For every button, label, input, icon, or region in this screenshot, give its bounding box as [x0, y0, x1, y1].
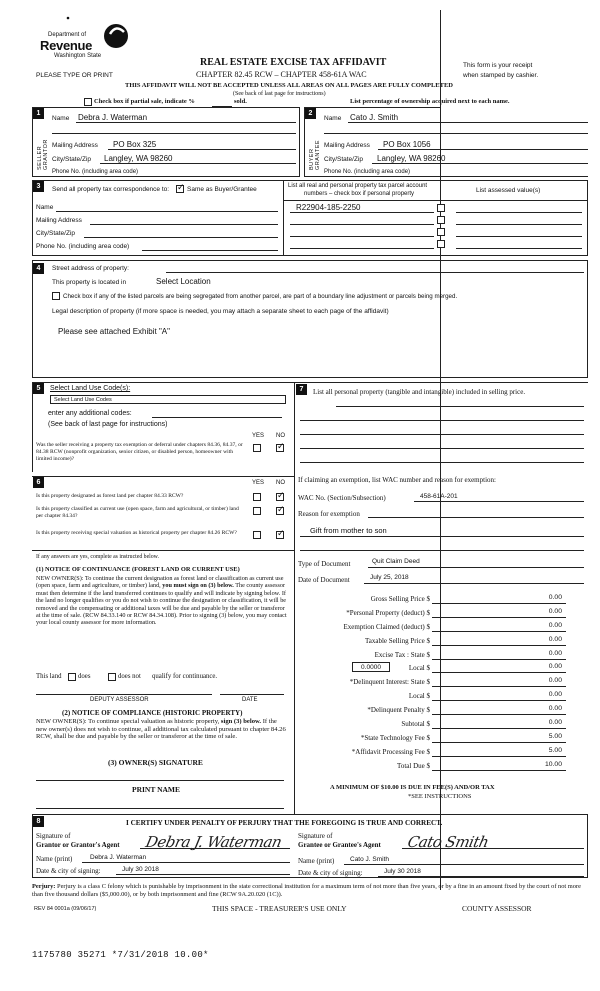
additional-codes-label: enter any additional codes: — [48, 410, 132, 417]
tax-row-personal-value[interactable]: 0.00 — [548, 608, 562, 615]
tax-row-total-label: Total Due $ — [397, 762, 430, 770]
assessed-header: List assessed value(s) — [476, 187, 541, 194]
tax-row-exemption-value[interactable]: 0.00 — [548, 622, 562, 629]
parcel-header-rule — [283, 200, 588, 201]
tax-row-subtotal-label: Subtotal $ — [401, 720, 430, 728]
seller-city-value[interactable]: Langley, WA 98260 — [104, 154, 173, 163]
tax-row-gross-line — [432, 603, 566, 604]
grantee-name-label: Name (print) — [298, 857, 335, 865]
parcel-3-personal-checkbox[interactable] — [437, 228, 445, 236]
s6-current-use-question: Is this property classified as current use (open space, farm and agricultural, or timber) land per chapter 84.34? — [36, 506, 239, 519]
section-3-divider — [283, 180, 284, 256]
certify-statement: I CERTIFY UNDER PENALTY OF PERJURY THAT THE FOREGOING IS TRUE AND CORRECT. — [126, 819, 443, 827]
tax-row-personal-line — [432, 617, 566, 618]
seller-phone-line — [140, 176, 296, 177]
s6-current-use-yes[interactable] — [253, 507, 261, 515]
section-6-top — [32, 476, 294, 477]
print-name-line — [36, 808, 284, 809]
owner-signature-line — [36, 780, 284, 781]
seller-city-label: City/State/Zip — [52, 156, 92, 163]
segregated-checkbox[interactable] — [52, 292, 60, 300]
buyer-mailing-value[interactable]: PO Box 1056 — [383, 140, 431, 149]
additional-codes-line — [152, 417, 282, 418]
assessed-line-1 — [456, 212, 582, 213]
min-fee-note: A MINIMUM OF $10.00 IS DUE IN FEE(S) AND/OR TAX — [330, 784, 495, 791]
doc-date-line — [364, 583, 584, 584]
deputy-date-line — [220, 694, 284, 695]
personal-property-line — [336, 406, 584, 407]
tax-row-interest-local-value[interactable]: 0.00 — [548, 691, 562, 698]
deputy-line — [36, 694, 212, 695]
buyer-mailing-line — [378, 149, 588, 150]
land-does-not-checkbox[interactable] — [108, 673, 116, 681]
s6-historic-question: Is this property receiving special valuation as historical property per chapter 84.26 RCW? — [36, 530, 237, 536]
notice-2-body-b: If the new owner(s) does not wish to continue, all additional tax calculated pursuant to chapter 84.26 RCW, shall be due and payable by the seller or transferor at the time of sale. — [36, 718, 286, 741]
assessed-line-2 — [456, 224, 582, 225]
wac-line — [414, 501, 584, 502]
tax-row-exemption-label: Exemption Claimed (deduct) $ — [343, 623, 430, 631]
doc-type-value[interactable]: Quit Claim Deed — [372, 558, 420, 565]
logo-washington: Washington State — [54, 53, 102, 59]
parcel-header-1: List all real and personal property tax parcel account — [288, 183, 428, 189]
grantor-date-label: Date & city of signing: — [36, 867, 101, 875]
type-or-print-note: PLEASE TYPE OR PRINT — [36, 72, 113, 79]
grantee-name-line — [344, 864, 584, 865]
s6-no-header: NO — [276, 480, 285, 486]
form-chapter: CHAPTER 82.45 RCW – CHAPTER 458-61A WAC — [196, 70, 367, 79]
seller-phone-label: Phone No. (including area code) — [52, 169, 139, 175]
deputy-date-label: DATE — [242, 697, 258, 703]
personal-property-line-2 — [300, 420, 584, 421]
s3-phone-label: Phone No. (including area code) — [36, 243, 130, 250]
section-2-badge: 2 — [305, 108, 316, 119]
notice-2-body — [36, 718, 288, 741]
tax-row-tech-fee-line — [432, 742, 566, 743]
notice-1-title: (1) NOTICE OF CONTINUANCE (FOREST LAND OR CURRENT USE) — [36, 566, 240, 573]
s6-questions-rule — [32, 550, 294, 551]
partial-sale-checkbox[interactable] — [84, 98, 92, 106]
reason-value[interactable]: Gift from mother to son — [310, 526, 387, 535]
buyer-name-line — [348, 122, 588, 123]
assessed-line-4 — [456, 248, 582, 249]
s5-exemption-question: Was the seller receiving a property tax exemption or deferral under chapters 84.36, 84.37, or 84.38 RCW (nonprofit organization, senior citizen, or disabled person, homeowner with limited income)? — [36, 442, 243, 462]
wac-value[interactable]: 458-61A-201 — [420, 493, 458, 500]
recording-stamp: 1175780 35271 *7/31/2018 10.00* — [32, 950, 209, 960]
s6-historic-yes[interactable] — [253, 531, 261, 539]
tax-row-interest-local-label: Local $ — [408, 692, 430, 700]
grantor-date-value[interactable]: July 30 2018 — [122, 866, 159, 873]
tax-row-total-value[interactable]: 10.00 — [544, 761, 562, 768]
section-1-badge: 1 — [33, 108, 44, 119]
tax-row-gross-value[interactable]: 0.00 — [548, 594, 562, 601]
send-correspondence-label: Send all property tax correspondence to: — [52, 186, 170, 193]
section-7-top — [294, 382, 588, 383]
tax-row-gross-label: Gross Selling Price $ — [370, 595, 430, 603]
seller-side-label: SELLER GRANTOR — [37, 139, 49, 170]
tax-row-exemption-line — [432, 631, 566, 632]
warning-line: THIS AFFIDAVIT WILL NOT BE ACCEPTED UNLESS ALL AREAS ON ALL PAGES ARE FULLY COMPLETED — [125, 82, 453, 89]
grantee-date-line — [378, 876, 584, 877]
form-title: REAL ESTATE EXCISE TAX AFFIDAVIT — [200, 57, 387, 68]
tax-row-subtotal-value[interactable]: 0.00 — [548, 719, 562, 726]
tax-row-total-line — [432, 770, 566, 771]
reason-line — [368, 517, 584, 518]
county-assessor-note: COUNTY ASSESSOR — [462, 904, 532, 913]
tax-row-excise-local-line — [432, 672, 566, 673]
section-7-badge: 7 — [296, 384, 307, 395]
parcel-line-3 — [290, 236, 434, 237]
seller-city-line — [100, 163, 296, 164]
legal-description-label: Legal description of property (if more space is needed, you may attach a separate sheet to each page of the affidavit) — [52, 308, 389, 315]
land-use-select[interactable] — [50, 395, 286, 404]
land-use-select-value: Select Land Use Codes — [54, 397, 112, 403]
buyer-phone-line — [412, 176, 588, 177]
reason-line-3 — [300, 550, 584, 551]
located-label: This property is located in — [52, 279, 127, 286]
s6-current-use-no[interactable] — [276, 507, 284, 515]
section-5-badge: 5 — [33, 383, 44, 394]
sold-label: sold. — [234, 98, 247, 105]
section-6-badge: 6 — [33, 477, 44, 488]
s5-yes-header: YES — [252, 433, 265, 439]
wac-label: WAC No. (Section/Subsection) — [298, 494, 386, 502]
notice-1-body-b: The county assessor must then determine if the land transferred continues to qualify and will indicate by signing below. If the land no longer qualifies or you do not wish to continue the designation or classification, it will be removed and the compensating or additional taxes will be due and payable by the seller or transferor at the time of sale. (RCW 84.33.140 or RCW 84.34.108). Prior to signing (3) below, you may contact your local county assessor for more information. — [36, 582, 287, 627]
section-8-badge: 8 — [33, 816, 44, 827]
print-name-label: PRINT NAME — [132, 785, 180, 794]
grantor-name-line — [82, 862, 290, 863]
tax-row-taxable-value[interactable]: 0.00 — [548, 636, 562, 643]
seller-mailing-label: Mailing Address — [52, 142, 98, 149]
s5-exemption-yes[interactable] — [253, 444, 261, 452]
buyer-phone-label: Phone No. (including area code) — [324, 169, 411, 175]
section-4-property — [32, 260, 588, 378]
personal-property-line-4 — [300, 448, 584, 449]
same-as-buyer-checkbox[interactable] — [176, 185, 184, 193]
exemption-claim-label: If claiming an exemption, list WAC number and reason for exemption: — [298, 476, 496, 484]
seller-name-line — [76, 122, 296, 123]
buyer-name-line-2 — [324, 133, 588, 134]
notice-2-title: (2) NOTICE OF COMPLIANCE (HISTORIC PROPERTY) — [62, 709, 243, 717]
doc-date-label: Date of Document — [298, 576, 350, 584]
s3-phone-line — [142, 250, 278, 251]
grantee-name-value[interactable]: Cato J. Smith — [350, 856, 390, 863]
s3-mailing-line — [90, 224, 278, 225]
s3-mailing-label: Mailing Address — [36, 217, 82, 224]
grantee-date-label: Date & city of signing: — [298, 869, 363, 877]
seller-mailing-value[interactable]: PO Box 325 — [113, 140, 157, 149]
tax-row-processing-fee-value[interactable]: 5.00 — [548, 747, 562, 754]
perjury-text: Perjury is a class C felony which is punishable by imprisonment in the state correctional institution for a maximum term of not more than five years, or by a fine in an amount fixed by the court of not more than five thousand dollars ($5,000.00), or by both imprisonment and fine (RCW 9A.20.020 (1C)). — [32, 883, 581, 898]
tax-row-excise-local-value[interactable]: 0.00 — [548, 663, 562, 670]
tax-row-interest-state-value[interactable]: 0.00 — [548, 677, 562, 684]
legal-description-value[interactable]: Please see attached Exhibit "A" — [58, 327, 170, 336]
s5-exemption-no[interactable] — [276, 444, 284, 452]
min-fee-instructions: *SEE INSTRUCTIONS — [408, 793, 472, 800]
tax-row-processing-fee-label: *Affidavit Processing Fee $ — [351, 748, 430, 756]
segregated-label: Check box if any of the listed parcels are being segregated from another parcel, are part of a boundary line adjustment or parcels being merged. — [63, 293, 458, 300]
treasurer-use-note: THIS SPACE - TREASURER'S USE ONLY — [212, 904, 347, 913]
tax-row-excise-local-label: Local $ — [408, 664, 430, 672]
parcel-2-personal-checkbox[interactable] — [437, 216, 445, 224]
local-rate-box[interactable] — [352, 662, 390, 672]
section-7-left-rule — [294, 382, 295, 814]
reason-label: Reason for exemption — [298, 510, 360, 518]
doc-type-label: Type of Document — [298, 560, 351, 568]
dor-logo — [40, 12, 130, 62]
tax-row-personal-label: *Personal Property (deduct) $ — [346, 609, 430, 617]
tax-row-processing-fee-line — [432, 756, 566, 757]
logo-revenue: Revenue — [40, 38, 93, 53]
s5-no-header: NO — [276, 433, 285, 439]
land-does-not-label: does not — [118, 673, 141, 680]
location-select[interactable]: Select Location — [156, 277, 211, 286]
parcel-1-personal-checkbox[interactable] — [437, 204, 445, 212]
receipt-note-2: when stamped by cashier. — [463, 72, 539, 79]
land-does-label: does — [78, 673, 91, 680]
same-as-buyer-label: Same as Buyer/Grantee — [187, 186, 257, 193]
notice-1-bold: you must sign on (3) below. — [162, 582, 234, 590]
personal-property-label: List all personal property (tangible and intangible) included in selling price. — [313, 388, 526, 396]
logo-dept-of: Department of — [48, 32, 87, 38]
reason-line-2 — [300, 536, 584, 537]
tax-row-interest-state-line — [432, 686, 566, 687]
local-rate-value: 0.0000 — [361, 664, 381, 671]
personal-property-line-5 — [300, 462, 584, 463]
grantee-date-value[interactable]: July 30 2018 — [384, 868, 421, 875]
parcel-line-1 — [290, 212, 434, 213]
grantor-name-label: Name (print) — [36, 855, 73, 863]
grantee-sig-label-2: Grantee or Grantee's Agent — [298, 841, 381, 849]
perjury-note — [32, 883, 588, 899]
s6-yes-header: YES — [252, 480, 265, 486]
s3-name-line — [56, 211, 278, 212]
s6-if-yes: If any answers are yes, complete as instructed below. — [36, 554, 159, 560]
doc-type-line — [368, 567, 584, 568]
s3-city-label: City/State/Zip — [36, 230, 76, 237]
land-use-label: Select Land Use Code(s): — [50, 385, 131, 392]
notice-2-bold: sign (3) below. — [220, 718, 262, 725]
tax-row-tech-fee-value[interactable]: 5.00 — [548, 733, 562, 740]
parcel-header-2: numbers – check box if personal property — [304, 191, 415, 197]
tax-row-excise-state-value[interactable]: 0.00 — [548, 650, 562, 657]
see-back-note: (See back of last page for instructions) — [233, 91, 326, 97]
tax-row-penalty-value[interactable]: 0.00 — [548, 705, 562, 712]
grantor-signature: Debra J. Waterman — [144, 833, 284, 851]
seller-name-value[interactable]: Debra J. Waterman — [78, 113, 148, 122]
tax-row-interest-state-label: *Delinquent Interest: State $ — [349, 678, 430, 686]
tax-row-taxable-line — [432, 645, 566, 646]
buyer-side-label: BUYER GRANTEE — [309, 139, 321, 170]
s6-forest-yes[interactable] — [253, 493, 261, 501]
grantee-sig-label-1: Signature of — [298, 832, 333, 840]
seller-name-line-2 — [52, 133, 296, 134]
tax-row-tech-fee-label: *State Technology Fee $ — [360, 734, 430, 742]
section-4-badge: 4 — [33, 263, 44, 274]
tax-row-penalty-label: *Delinquent Penalty $ — [367, 706, 430, 714]
buyer-city-label: City/State/Zip — [324, 156, 364, 163]
grantee-signature: Cato Smith — [406, 833, 491, 851]
grantor-name-value[interactable]: Debra J. Waterman — [90, 854, 147, 861]
buyer-name-label: Name — [324, 115, 342, 122]
receipt-note-1: This form is your receipt — [463, 62, 533, 69]
notice-1-body — [36, 575, 288, 627]
s6-historic-no[interactable] — [276, 531, 284, 539]
owner-signature-label: (3) OWNER(S) SIGNATURE — [108, 758, 203, 767]
grantor-sig-label-2: Grantor or Grantor's Agent — [36, 841, 120, 849]
parcel-line-2 — [290, 224, 434, 225]
partial-sale-label: Check box if partial sale, indicate % — [94, 98, 195, 105]
seller-mailing-line — [108, 149, 296, 150]
perjury-label: Perjury: — [32, 883, 56, 890]
buyer-name-value[interactable]: Cato J. Smith — [350, 113, 399, 122]
section-3-badge: 3 — [33, 181, 44, 192]
assessed-line-3 — [456, 236, 582, 237]
s6-forest-question: Is this property designated as forest land per chapter 84.33 RCW? — [36, 493, 184, 499]
tax-row-subtotal-line — [432, 728, 566, 729]
form-number: REV 84 0001a (09/06/17) — [34, 906, 97, 912]
s6-forest-no[interactable] — [276, 493, 284, 501]
s3-name-label: Name — [36, 204, 54, 211]
page-right-rule — [440, 10, 441, 890]
buyer-mailing-label: Mailing Address — [324, 142, 370, 149]
parcel-1-value[interactable]: R22904-185-2250 — [296, 203, 361, 212]
land-does-checkbox[interactable] — [68, 673, 76, 681]
tax-row-excise-state-line — [432, 659, 566, 660]
notice-1-body-a: NEW OWNER(S): To continue the current designation as forest land or classification as current use (open space, farm and agriculture, or timber) land, — [36, 575, 284, 590]
parcel-4-personal-checkbox[interactable] — [437, 240, 445, 248]
notice-2-body-a: NEW OWNER(S): To continue special valuation as historic property, — [36, 718, 220, 725]
s3-city-line — [84, 237, 278, 238]
s5-see-back: (See back of last page for instructions) — [48, 421, 168, 428]
tax-row-excise-state-label: Excise Tax : State $ — [374, 651, 430, 659]
buyer-city-value[interactable]: Langley, WA 98260 — [377, 154, 446, 163]
tax-row-interest-local-line — [432, 700, 566, 701]
grantor-date-line — [116, 874, 290, 875]
parcel-line-4 — [290, 248, 434, 249]
street-address-label: Street address of property: — [52, 265, 129, 272]
seller-name-label: Name — [52, 115, 70, 122]
this-land-label: This land — [36, 673, 62, 680]
tax-row-penalty-line — [432, 714, 566, 715]
ownership-note: List percentage of ownership acquired next to each name. — [350, 98, 510, 105]
doc-date-value[interactable]: July 25, 2018 — [370, 574, 409, 581]
qualify-label: qualify for continuance. — [152, 673, 218, 680]
personal-property-line-3 — [300, 434, 584, 435]
deputy-assessor-label: DEPUTY ASSESSOR — [90, 697, 149, 703]
tax-row-taxable-label: Taxable Selling Price $ — [364, 637, 430, 645]
buyer-city-line — [372, 163, 588, 164]
street-address-line — [166, 272, 584, 273]
grantor-sig-label-1: Signature of — [36, 832, 71, 840]
